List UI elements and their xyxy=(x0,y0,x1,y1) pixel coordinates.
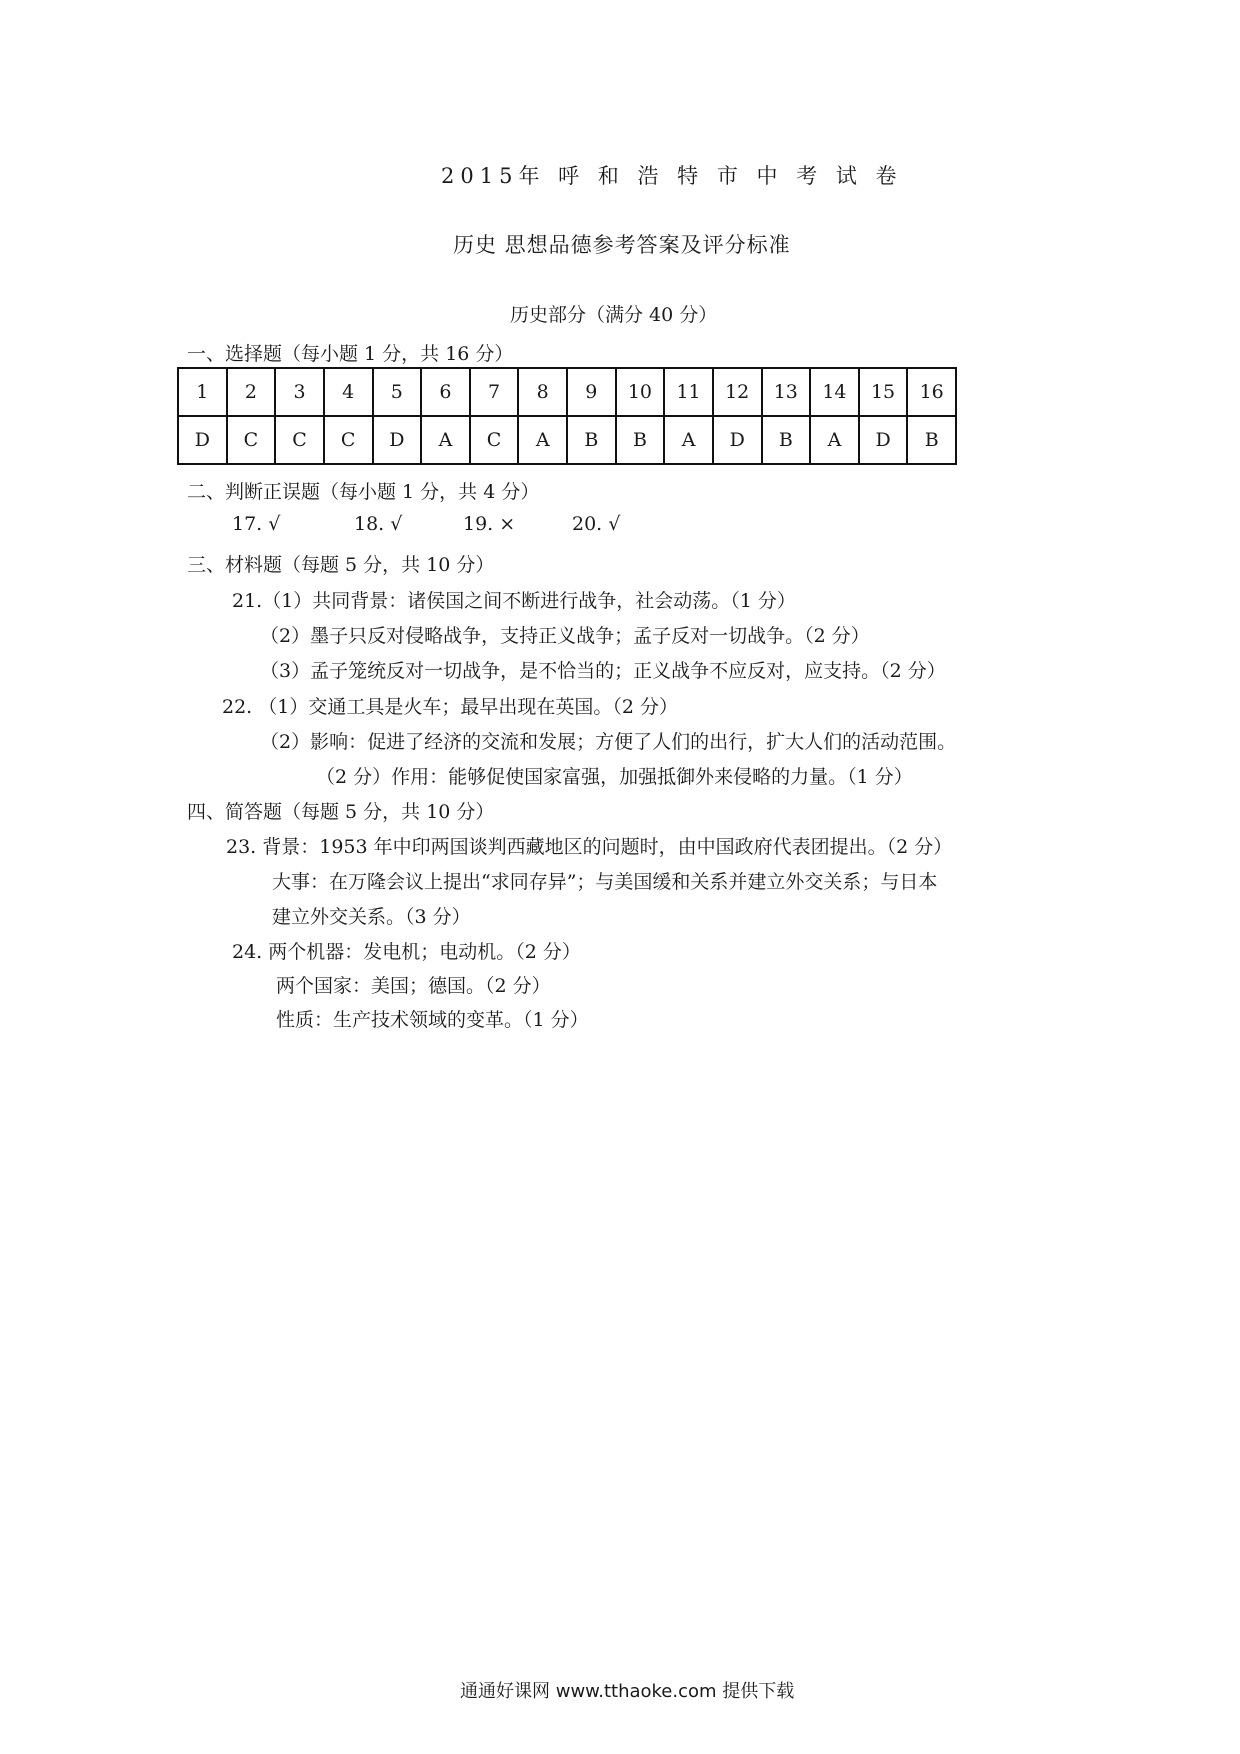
judgement-item: 20. √ xyxy=(572,513,621,535)
judgement-item: 18. √ xyxy=(354,513,403,535)
answer-cell: A xyxy=(518,416,567,464)
question-number: 1 xyxy=(178,368,227,416)
footer-text: 通通好课网 www.tthaoke.com 提供下载 xyxy=(460,1681,795,1702)
question-number: 3 xyxy=(275,368,324,416)
question-number: 13 xyxy=(762,368,811,416)
answer-line: 性质：生产技术领域的变革。（1 分） xyxy=(276,1009,589,1031)
question-number: 2 xyxy=(227,368,276,416)
answer-row xyxy=(178,416,956,464)
question-number: 8 xyxy=(518,368,567,416)
part4-heading: 四、简答题（每题 5 分，共 10 分） xyxy=(187,801,495,823)
question-number: 6 xyxy=(421,368,470,416)
answer-line: 大事：在万隆会议上提出“求同存异”；与美国缓和关系并建立外交关系；与日本 xyxy=(272,871,938,893)
answer-cell: C xyxy=(324,416,373,464)
answer-line: 21.（1）共同背景：诸侯国之间不断进行战争，社会动荡。（1 分） xyxy=(232,590,796,612)
part1-heading: 一、选择题（每小题 1 分，共 16 分） xyxy=(187,343,514,365)
answer-cell: C xyxy=(470,416,519,464)
answer-cell: A xyxy=(664,416,713,464)
answer-line: 两个国家：美国；德国。（2 分） xyxy=(276,975,551,997)
answer-cell: C xyxy=(227,416,276,464)
judgement-item: 19. × xyxy=(463,513,516,535)
answer-cell: B xyxy=(907,416,956,464)
answer-line: 22. （1）交通工具是火车；最早出现在英国。（2 分） xyxy=(222,696,678,718)
number-row xyxy=(178,368,956,416)
answer-cell: D xyxy=(178,416,227,464)
question-number: 16 xyxy=(907,368,956,416)
judgement-item: 17. √ xyxy=(232,513,281,535)
answer-cell: D xyxy=(373,416,422,464)
exam-title: 2015年 呼 和 浩 特 市 中 考 试 卷 xyxy=(441,164,903,188)
answer-cell: B xyxy=(616,416,665,464)
answer-cell: D xyxy=(713,416,762,464)
answer-line: 23. 背景：1953 年中印两国谈判西藏地区的问题时，由中国政府代表团提出。（2 分） xyxy=(226,836,953,858)
answer-cell: B xyxy=(567,416,616,464)
answer-cell: A xyxy=(421,416,470,464)
answer-line: （2）墨子只反对侵略战争，支持正义战争；孟子反对一切战争。（2 分） xyxy=(260,625,870,647)
answer-line: （3）孟子笼统反对一切战争，是不恰当的；正义战争不应反对，应支持。（2 分） xyxy=(260,660,946,682)
question-number: 12 xyxy=(713,368,762,416)
answer-cell: B xyxy=(762,416,811,464)
answer-cell: D xyxy=(859,416,908,464)
question-number: 14 xyxy=(810,368,859,416)
question-number: 10 xyxy=(616,368,665,416)
question-number: 4 xyxy=(324,368,373,416)
question-number: 11 xyxy=(664,368,713,416)
answer-cell: A xyxy=(810,416,859,464)
question-number: 5 xyxy=(373,368,422,416)
section-title: 历史部分（满分 40 分） xyxy=(510,304,718,326)
answer-line: 建立外交关系。（3 分） xyxy=(272,906,471,928)
exam-subtitle: 历史 思想品德参考答案及评分标准 xyxy=(453,233,791,257)
question-number: 9 xyxy=(567,368,616,416)
answer-line: （2 分）作用：能够促使国家富强，加强抵御外来侵略的力量。（1 分） xyxy=(316,766,913,788)
answer-table xyxy=(177,367,957,465)
question-number: 15 xyxy=(859,368,908,416)
answer-cell: C xyxy=(275,416,324,464)
question-number: 7 xyxy=(470,368,519,416)
part3-heading: 三、材料题（每题 5 分，共 10 分） xyxy=(187,554,495,576)
answer-line: （2）影响：促进了经济的交流和发展；方便了人们的出行，扩大人们的活动范围。 xyxy=(260,731,957,753)
answer-line: 24. 两个机器：发电机；电动机。（2 分） xyxy=(232,941,581,963)
part2-heading: 二、判断正误题（每小题 1 分，共 4 分） xyxy=(187,481,540,503)
